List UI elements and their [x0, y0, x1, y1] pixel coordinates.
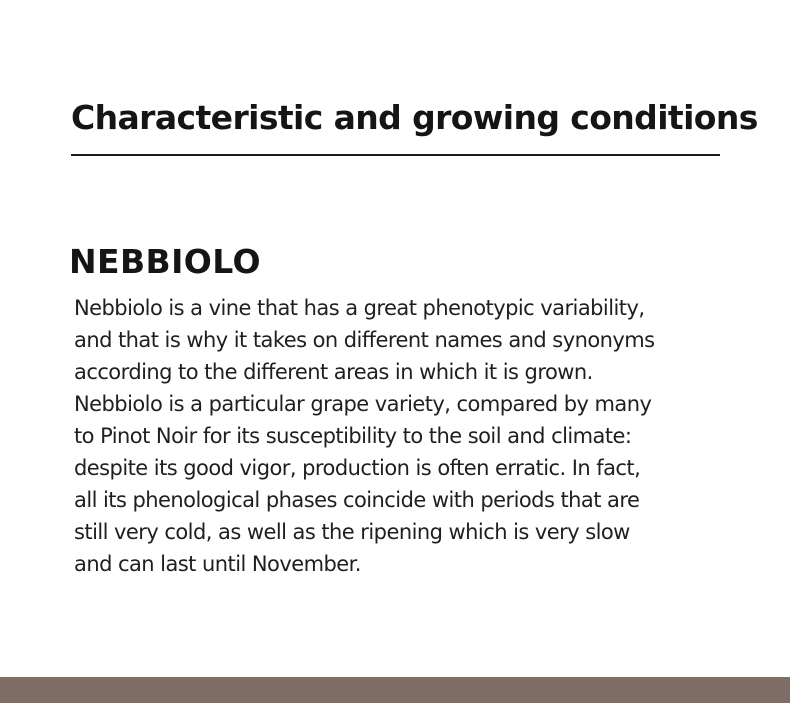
description-line: and can last until November. — [74, 552, 361, 576]
description-line: to Pinot Noir for its susceptibility to the soil and climate: — [74, 424, 632, 448]
description-line: according to the different areas in which it is grown. — [74, 360, 593, 384]
section-title: Characteristic and growing conditions — [71, 98, 758, 137]
title-underline-divider — [71, 154, 720, 156]
description-line: still very cold, as well as the ripening which is very slow — [74, 520, 630, 544]
footer-color-band — [0, 677, 790, 703]
description-line: and that is why it takes on different names and synonyms — [74, 328, 655, 352]
description-line: all its phenological phases coincide with periods that are — [74, 488, 640, 512]
variety-description — [74, 292, 774, 580]
description-line: despite its good vigor, production is often erratic. In fact, — [74, 456, 641, 480]
variety-heading: NEBBIOLO — [69, 242, 261, 281]
description-line: Nebbiolo is a particular grape variety, compared by many — [74, 392, 652, 416]
description-line: Nebbiolo is a vine that has a great phenotypic variability, — [74, 296, 645, 320]
